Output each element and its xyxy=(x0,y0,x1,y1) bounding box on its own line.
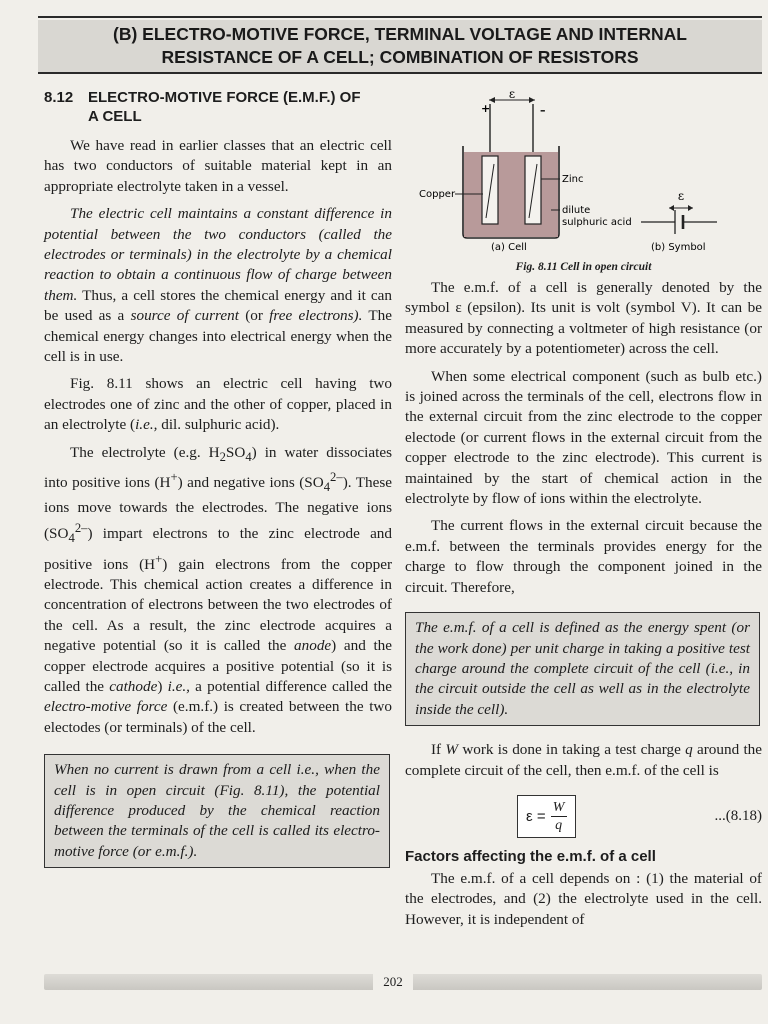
formula-numerator: W xyxy=(552,799,565,815)
symbol-arrow-right xyxy=(688,205,693,211)
figure-caption: Fig. 8.11 Cell in open circuit xyxy=(515,261,652,273)
paragraph-cell-definition xyxy=(44,204,392,367)
zinc-label: Zinc xyxy=(562,174,584,185)
text-run: ) gain electrons from the copper electrode. This chemical action creates a difference in concentration of electrons between the two electrodes of the cell. As a result, the zinc electrode acquires a negative potential (so it is called the xyxy=(44,555,393,655)
text-run: around the complete circuit of the cell, then e.m.f. of the cell is xyxy=(405,741,762,779)
italic-definition: The electric cell maintains a constant difference in potential between the two conductors (called the electrodes or terminals) in the electrolyte by a chemical reaction to obtain a continuous flow of charge between them. xyxy=(44,205,392,304)
paragraph-intro: We have read in earlier classes that an electric cell has two conductors of suitable material kept in an appropriate electrolyte taken in a vessel. xyxy=(44,137,392,195)
banner-line-2: RESISTANCE OF A CELL; COMBINATION OF RESISTORS xyxy=(161,47,639,67)
page-number: 202 xyxy=(373,973,413,991)
emf-energy-definition-box xyxy=(405,612,760,726)
text-run: ) and negative ions (SO xyxy=(177,474,324,492)
arrow-right-head xyxy=(529,97,535,103)
chapter-banner xyxy=(38,20,762,74)
text-run: ) and the copper electrode acquires a positive potential (so it is called the xyxy=(44,637,393,696)
left-column xyxy=(44,88,392,868)
text-run: i.e., xyxy=(167,678,190,696)
symbol-epsilon: ε xyxy=(677,189,685,203)
text-run: source of current xyxy=(130,307,239,325)
equation-number: ...(8.18) xyxy=(714,807,762,824)
symbol-caption: (b) Symbol xyxy=(651,242,706,253)
text-run: cathode xyxy=(109,678,158,696)
emf-energy-definition-text: The e.m.f. of a cell is defined as the energy spent (or the work done) per unit charge in taking a positive test charge around the complete circuit of the cell (i.e., in the circuit outside the cell as well as in the electrolyte inside the cell). xyxy=(415,619,750,718)
text-run: The chemical energy changes into electrical energy when the cell is in use. xyxy=(44,307,393,366)
text-run: ) in water dissociates into positive ions (H xyxy=(44,443,392,492)
subheading-factors: Factors affecting the e.m.f. of a cell xyxy=(405,847,656,865)
paragraph-electrolyte: The electrolyte (e.g. $H_2SO_4$) in water dissociates into positive ions (H+) and negative ions $(SO_4^{2-})$. These ions move towards the electrodes. The negative ions $(SO_4^{2-})$ impart electrons to the zinc electrode and positive ions (H+) gain electrons from the copper electrode. This chemical action creates a difference in concentration of electrons between the two electrodes of the cell. As a result, the zinc electrode acquires a negative potential (so it is called the anode) and the copper electrode acquires a positive potential (so it is called the cathode) i.e., a potential difference called the electro-motive force (e.m.f.) is created between the two electodes (or terminals) of the cell. xyxy=(44,443,393,736)
epsilon-label: ε xyxy=(508,88,516,101)
emf-definition-box xyxy=(44,754,390,868)
copper-label: Copper xyxy=(419,189,456,200)
text-run: ) impart electrons to the zinc electrode and positive ions (H xyxy=(44,525,392,573)
formula-fraction xyxy=(551,800,567,833)
text-run: (e.m.f.) is created between the two electodes (or terminals) of the cell. xyxy=(44,698,392,736)
paragraph-energy: The current flows in the external circuit because the e.m.f. between the terminals provides energy for the charge to flow through the component joined in the circuit. Therefore, xyxy=(405,517,762,596)
text-run: anode xyxy=(294,637,332,655)
text-run: Fig. 8.11 shows an electric cell having two electrodes one of zinc and the other of copper, placed in an electrolyte ( xyxy=(44,375,392,434)
text-run: The electrolyte (e.g. H xyxy=(70,443,220,461)
text-run: electro-motive force xyxy=(44,698,168,716)
acid-label-1: dilute xyxy=(562,205,591,216)
paragraph-factors: The e.m.f. of a cell depends on : (1) the material of the electrodes, and (2) the electrolyte used in the cell. However, it is independent of xyxy=(405,869,762,928)
text-run: W xyxy=(445,741,459,759)
text-run: q xyxy=(685,741,693,759)
section-heading xyxy=(44,88,392,126)
emf-formula xyxy=(405,795,762,838)
text-run: dil. sulphuric acid). xyxy=(157,416,280,434)
header-rule xyxy=(38,16,762,18)
section-title-line-1: ELECTRO-MOTIVE FORCE (E.M.F.) OF xyxy=(88,89,361,106)
emf-definition-text: When no current is drawn from a cell i.e., when the cell is in open circuit (Fig. 8.11), the potential difference produced by the chemical reaction between the terminals of the cell is called its electro-motive force (or e.m.f.). xyxy=(54,761,380,860)
formula-box xyxy=(517,795,576,838)
text-run: SO xyxy=(225,443,246,461)
section-number: 8.12 xyxy=(44,89,74,106)
section-title-line-2: A CELL xyxy=(88,108,142,125)
text-run: i.e., xyxy=(135,416,158,434)
text-run: Thus, a cell stores the chemical energy and it can be used as a xyxy=(44,286,392,325)
paragraph-work-done xyxy=(405,740,762,781)
text-run: ). These ions move towards the electrodes. The negative ions (SO xyxy=(44,474,392,543)
plus-label: + xyxy=(481,102,491,115)
fraction-bar xyxy=(551,816,567,817)
minus-label: – xyxy=(540,104,546,117)
right-column xyxy=(405,88,762,930)
text-run: ) xyxy=(157,678,168,696)
banner-line-1: (B) ELECTRO-MOTIVE FORCE, TERMINAL VOLTAGE AND INTERNAL xyxy=(113,24,687,44)
acid-label-2: sulphuric acid xyxy=(562,217,632,228)
paragraph-emf-symbol: The e.m.f. of a cell is generally denoted by the symbol ε (epsilon). Its unit is volt (symbol V). It can be measured by connecting a voltmeter of high resistance (or more accurately by a potentiometer) across the cell. xyxy=(405,279,762,358)
cell-diagram xyxy=(405,88,762,254)
formula-lhs: ε = xyxy=(526,807,546,825)
text-run: If xyxy=(431,741,446,759)
figure-8-11 xyxy=(405,88,762,273)
text-run: work is done in taking a test charge xyxy=(458,741,686,759)
cell-caption: (a) Cell xyxy=(491,242,527,253)
paragraph-current-flow: When some electrical component (such as bulb etc.) is joined across the terminals of the cell, electrons flow in the external circuit from the zinc electrode to the copper electode (or current flows in the external circuit from the copper electrode to the zinc electrode). This current is maintained by the start of chemical action in the electrolyte by flow of ions within the electrolyte. xyxy=(405,367,762,508)
formula-denominator: q xyxy=(555,817,563,833)
text-run: a potential difference called the xyxy=(189,678,393,696)
text-run: (or xyxy=(238,307,270,325)
paragraph-fig-reference xyxy=(44,374,392,435)
text-run: free electrons). xyxy=(269,307,363,325)
symbol-arrow-left xyxy=(669,205,674,211)
